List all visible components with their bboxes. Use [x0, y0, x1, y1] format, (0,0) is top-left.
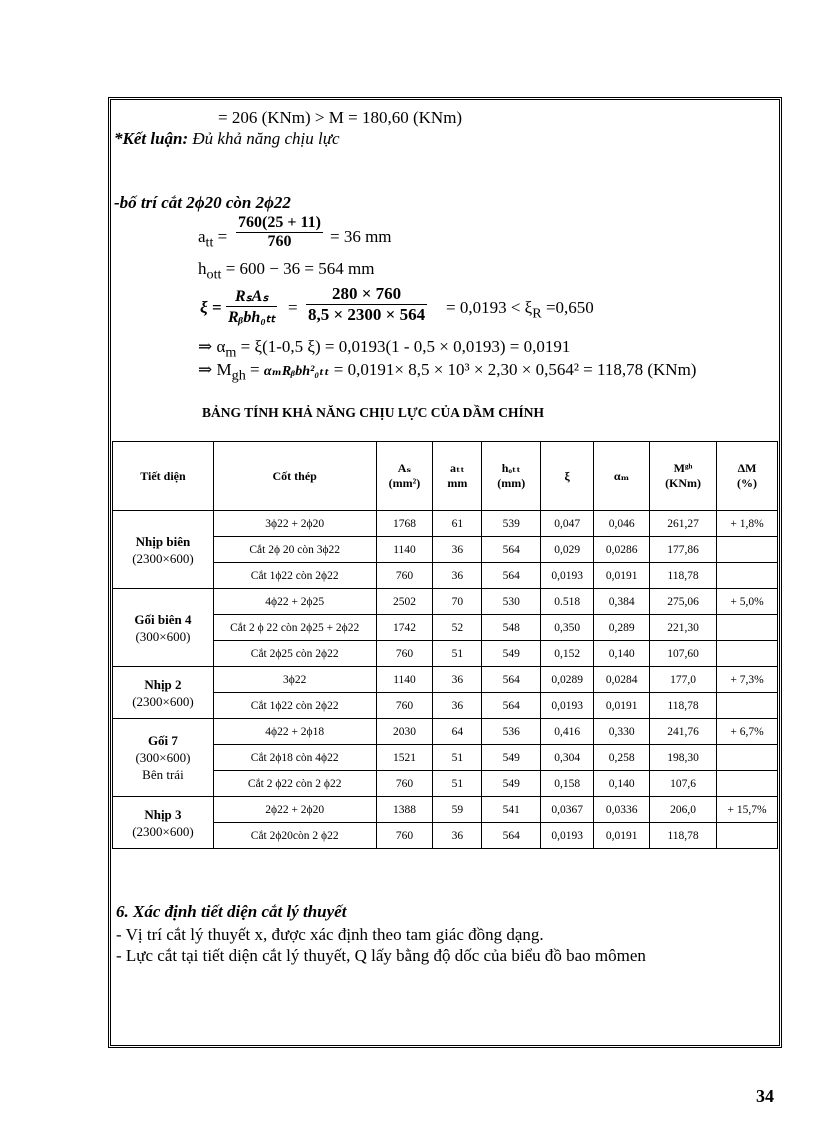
- as-cell: 760: [376, 693, 433, 719]
- mgh-cell: 118,78: [650, 823, 717, 849]
- hott-cell: 564: [482, 823, 541, 849]
- hott-cell: 564: [482, 563, 541, 589]
- section-name-cell: [113, 667, 214, 719]
- section6-line1: - Vị trí cắt lý thuyết x, được xác định theo tam giác đồng dạng.: [116, 925, 544, 944]
- section-name-cell: [113, 797, 214, 849]
- att-cell: 36: [433, 667, 482, 693]
- section-name-cell: [113, 511, 214, 589]
- alpha-cell: 0,140: [594, 641, 650, 667]
- mgh-cell: 118,78: [650, 563, 717, 589]
- alpha-cell: 0,046: [594, 511, 650, 537]
- mgh-cell: 107,6: [650, 771, 717, 797]
- att-cell: 51: [433, 771, 482, 797]
- alpha-cell: 0,0191: [594, 563, 650, 589]
- hott-cell: 541: [482, 797, 541, 823]
- mgh-subscript: gh: [231, 367, 246, 384]
- mgh-cell: 206,0: [650, 797, 717, 823]
- xi-cell: 0.518: [541, 589, 594, 615]
- mgh-cell: 177,86: [650, 537, 717, 563]
- reinforcement-cell: Cắt 1ϕ22 còn 2ϕ22: [213, 563, 376, 589]
- header-mgh: Mᵍʰ (KNm): [650, 442, 717, 511]
- section-dims: (300×600): [135, 750, 191, 765]
- mgh-line: [198, 360, 696, 384]
- mgh-cell: 221,30: [650, 615, 717, 641]
- alpha-cell: 0,140: [594, 771, 650, 797]
- alpha-cell: 0,289: [594, 615, 650, 641]
- as-cell: 1140: [376, 667, 433, 693]
- reinforcement-cell: Cắt 1ϕ22 còn 2ϕ22: [213, 693, 376, 719]
- as-cell: 1140: [376, 537, 433, 563]
- att-cell: 59: [433, 797, 482, 823]
- alpha-cell: 0,0286: [594, 537, 650, 563]
- conclusion-text: Đủ khả năng chịu lực: [188, 129, 340, 148]
- xi-cell: 0,158: [541, 771, 594, 797]
- table-header-row: [113, 442, 778, 511]
- header-xi: ξ: [541, 442, 594, 511]
- alpha-value: = ξ(1-0,5 ξ) = 0,0193(1 - 0,5 × 0,0193) = 0,0191: [236, 337, 571, 356]
- section-dims: (2300×600): [132, 550, 194, 566]
- xi-result-subscript: R: [532, 305, 542, 322]
- check-result-line: = 206 (KNm) > M = 180,60 (KNm): [218, 108, 463, 127]
- reinforcement-cell: Cắt 2ϕ 20 còn 3ϕ22: [213, 537, 376, 563]
- att-label: [198, 227, 227, 251]
- alpha-subscript: m: [225, 344, 237, 361]
- delta-m-cell: + 1,8%: [717, 511, 778, 537]
- xi-numeric-denominator: 8,5 × 2300 × 564: [308, 305, 426, 324]
- reinforcement-cell: Cắt 2ϕ20còn 2 ϕ22: [213, 823, 376, 849]
- header-att: aₜₜ mm: [433, 442, 482, 511]
- xi-cell: 0,047: [541, 511, 594, 537]
- att-result: = 36 mm: [330, 227, 392, 246]
- as-cell: 760: [376, 823, 433, 849]
- capacity-table: [112, 441, 778, 849]
- section-extra: Bên trái: [142, 767, 184, 782]
- xi-symbolic-numerator: RₛAₛ: [235, 288, 269, 305]
- mgh-cell: 118,78: [650, 693, 717, 719]
- delta-m-cell: [717, 641, 778, 667]
- reinforcement-cell: 4ϕ22 + 2ϕ25: [213, 589, 376, 615]
- alpha-cell: 0,0191: [594, 693, 650, 719]
- hott-cell: 564: [482, 537, 541, 563]
- hott-subscript: ott: [206, 266, 222, 283]
- xi-equals: =: [288, 298, 298, 317]
- mgh-value: = 0,0191× 8,5 × 10³ × 2,30 × 0,564² = 118,78 (KNm): [329, 360, 697, 379]
- hott-value: = 600 − 36 = 564 mm: [221, 259, 375, 278]
- as-cell: 1742: [376, 615, 433, 641]
- xi-cell: 0,0289: [541, 667, 594, 693]
- delta-m-cell: [717, 693, 778, 719]
- delta-m-cell: [717, 563, 778, 589]
- section-dims: (2300×600): [132, 823, 194, 839]
- hott-cell: 539: [482, 511, 541, 537]
- table-row: [113, 589, 778, 615]
- att-cell: 51: [433, 641, 482, 667]
- section-name: Gối biên 4: [134, 611, 192, 627]
- xi-result: [446, 298, 594, 322]
- delta-m-cell: [717, 745, 778, 771]
- att-numerator: 760(25 + 11): [238, 214, 321, 231]
- delta-m-cell: [717, 537, 778, 563]
- table-row: [113, 511, 778, 537]
- xi-cell: 0,0367: [541, 797, 594, 823]
- table-row: [113, 667, 778, 693]
- delta-m-cell: + 15,7%: [717, 797, 778, 823]
- section-name: Gối 7: [147, 733, 178, 748]
- header-delta-m: ΔM (%): [717, 442, 778, 511]
- mgh-cell: 275,06: [650, 589, 717, 615]
- hott-cell: 564: [482, 693, 541, 719]
- reinforcement-cell: 4ϕ22 + 2ϕ18: [213, 719, 376, 745]
- hott-cell: 549: [482, 771, 541, 797]
- section6-line2: - Lực cắt tại tiết diện cắt lý thuyết, Q lấy bằng độ dốc của biểu đồ bao mômen: [116, 946, 646, 965]
- delta-m-cell: + 5,0%: [717, 589, 778, 615]
- reinforcement-cell: Cắt 2ϕ25 còn 2ϕ22: [213, 641, 376, 667]
- hott-cell: 548: [482, 615, 541, 641]
- as-cell: 2502: [376, 589, 433, 615]
- xi-symbolic-fraction: [226, 286, 277, 327]
- hott-cell: 530: [482, 589, 541, 615]
- mgh-equals: =: [245, 360, 264, 379]
- as-cell: 1768: [376, 511, 433, 537]
- att-cell: 52: [433, 615, 482, 641]
- hott-line: [198, 259, 374, 283]
- delta-m-cell: [717, 771, 778, 797]
- reinforcement-cell: Cắt 2 ϕ 22 còn 2ϕ25 + 2ϕ22: [213, 615, 376, 641]
- section-name: Nhịp 2: [144, 676, 182, 692]
- alpha-cell: 0,330: [594, 719, 650, 745]
- mgh-cell: 261,27: [650, 511, 717, 537]
- att-cell: 64: [433, 719, 482, 745]
- hott-cell: 549: [482, 745, 541, 771]
- xi-cell: 0,416: [541, 719, 594, 745]
- header-section: Tiết diện: [113, 442, 214, 511]
- xi-symbolic-denominator: Rᵦbh₀ₜₜ: [226, 306, 277, 327]
- xi-numeric-fraction: [306, 284, 427, 325]
- hott-cell: 536: [482, 719, 541, 745]
- section-dims: (2300×600): [132, 693, 194, 709]
- alpha-cell: 0,0336: [594, 797, 650, 823]
- att-fraction: [236, 214, 323, 251]
- xi-numeric-numerator: 280 × 760: [331, 284, 402, 303]
- mgh-formula: αₘRᵦbh²₀ₜₜ: [263, 364, 330, 379]
- hott-cell: 549: [482, 641, 541, 667]
- alpha-cell: 0,258: [594, 745, 650, 771]
- alpha-cell: 0,0284: [594, 667, 650, 693]
- alpha-cell: 0,0191: [594, 823, 650, 849]
- section-dims: (300×600): [135, 628, 191, 644]
- reinforcement-cell: 3ϕ22 + 2ϕ20: [213, 511, 376, 537]
- page-number: 34: [756, 1086, 774, 1106]
- att-cell: 36: [433, 693, 482, 719]
- header-as: Aₛ (mm²): [376, 442, 433, 511]
- mgh-cell: 198,30: [650, 745, 717, 771]
- as-cell: 2030: [376, 719, 433, 745]
- att-cell: 51: [433, 745, 482, 771]
- table-row: [113, 719, 778, 745]
- xi-lhs: ξ =: [200, 298, 222, 317]
- mgh-cell: 107,60: [650, 641, 717, 667]
- alpha-cell: 0,384: [594, 589, 650, 615]
- att-cell: 61: [433, 511, 482, 537]
- xi-result-value: = 0,0193 < ξ: [446, 298, 533, 317]
- delta-m-cell: [717, 823, 778, 849]
- att-cell: 36: [433, 537, 482, 563]
- hott-symbol: h: [198, 259, 207, 278]
- att-symbol: a: [198, 227, 206, 246]
- conclusion-line: [114, 129, 340, 149]
- delta-m-cell: + 6,7%: [717, 719, 778, 745]
- att-denominator: 760: [236, 232, 323, 251]
- as-cell: 1521: [376, 745, 433, 771]
- att-cell: 36: [433, 823, 482, 849]
- alpha-line: [198, 337, 570, 361]
- mgh-cell: 177,0: [650, 667, 717, 693]
- mgh-cell: 241,76: [650, 719, 717, 745]
- xi-cell: 0,0193: [541, 823, 594, 849]
- table-title: BẢNG TÍNH KHẢ NĂNG CHỊU LỰC CỦA DẦM CHÍNH: [202, 405, 545, 420]
- section-name-cell: [113, 589, 214, 667]
- section-name: Nhịp 3: [144, 806, 182, 822]
- reinforcement-cell: 2ϕ22 + 2ϕ20: [213, 797, 376, 823]
- att-cell: 36: [433, 563, 482, 589]
- xi-cell: 0,350: [541, 615, 594, 641]
- table-body: [113, 511, 778, 849]
- as-cell: 760: [376, 771, 433, 797]
- xi-result-tail: =0,650: [541, 298, 594, 317]
- xi-cell: 0,152: [541, 641, 594, 667]
- reinforcement-cell: Cắt 2ϕ18 còn 4ϕ22: [213, 745, 376, 771]
- section-name: Nhịp biên: [135, 533, 191, 549]
- att-subscript: tt: [205, 234, 214, 251]
- as-cell: 760: [376, 641, 433, 667]
- xi-cell: 0,0193: [541, 563, 594, 589]
- cut-heading: -bố trí cắt 2ϕ20 còn 2ϕ22: [114, 193, 291, 212]
- hott-cell: 564: [482, 667, 541, 693]
- conclusion-label: *Kết luận:: [114, 129, 189, 148]
- xi-cell: 0,304: [541, 745, 594, 771]
- header-hott: hₒₜₜ (mm): [482, 442, 541, 511]
- att-equals: =: [217, 227, 228, 246]
- as-cell: 1388: [376, 797, 433, 823]
- section6-heading: 6. Xác định tiết diện cắt lý thuyết: [116, 902, 347, 921]
- as-cell: 760: [376, 563, 433, 589]
- header-reinforcement: Cốt thép: [213, 442, 376, 511]
- delta-m-cell: [717, 615, 778, 641]
- xi-cell: 0,029: [541, 537, 594, 563]
- xi-cell: 0,0193: [541, 693, 594, 719]
- att-cell: 70: [433, 589, 482, 615]
- reinforcement-cell: Cắt 2 ϕ22 còn 2 ϕ22: [213, 771, 376, 797]
- header-alpha: αₘ: [594, 442, 650, 511]
- mgh-symbol: ⇒ M: [198, 360, 232, 379]
- alpha-symbol: ⇒ α: [198, 337, 226, 356]
- reinforcement-cell: 3ϕ22: [213, 667, 376, 693]
- section-name-cell: [113, 719, 214, 797]
- table-row: [113, 797, 778, 823]
- delta-m-cell: + 7,3%: [717, 667, 778, 693]
